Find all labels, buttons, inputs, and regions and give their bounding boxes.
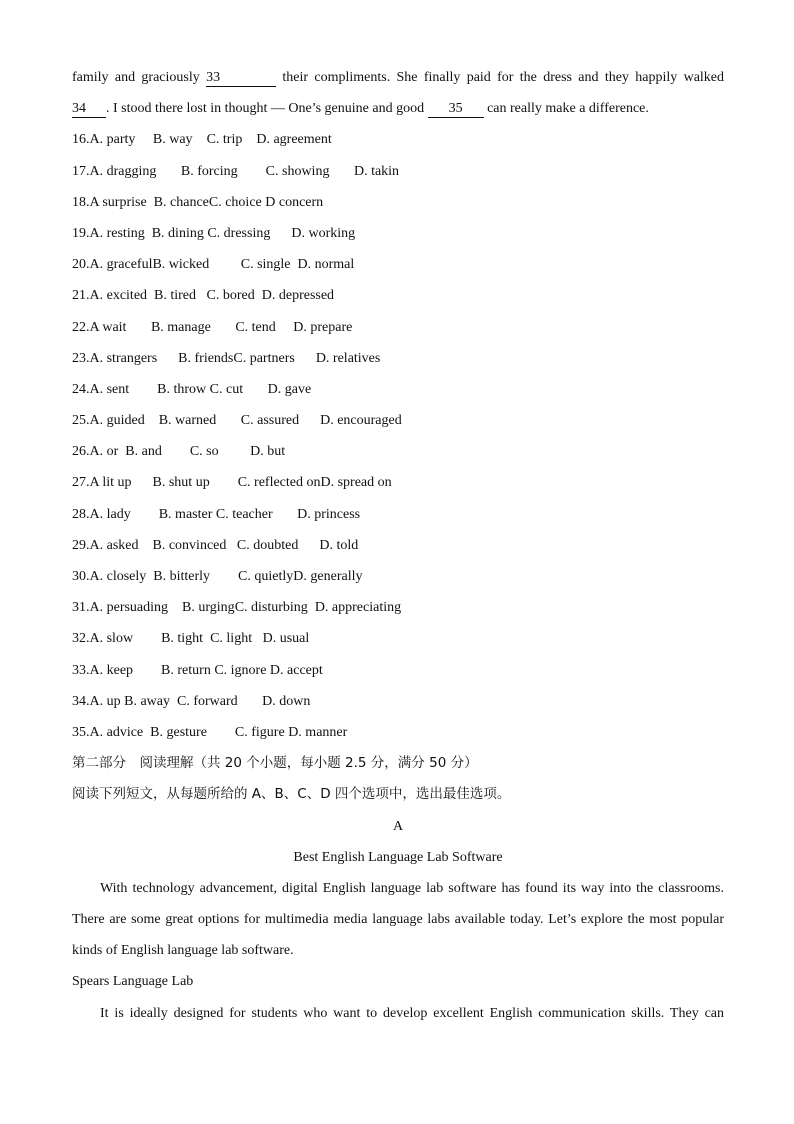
question-item xyxy=(72,561,724,592)
blank-35: 35 xyxy=(428,101,484,118)
paragraph-line: It is ideally designed for students who want to develop excellent English communication skills. They can xyxy=(100,1005,724,1021)
option-b: B. dining xyxy=(151,225,204,241)
question-item xyxy=(72,124,724,155)
question-item xyxy=(72,187,724,218)
option-d: D. usual xyxy=(262,631,310,647)
option-b: B. gesture xyxy=(150,724,207,740)
option-d: D. depressed xyxy=(261,288,335,304)
option-d: D. takin xyxy=(353,163,400,179)
option-d: D. generally xyxy=(293,569,363,584)
section-instruction: 阅读下列短文，从每题所给的 A、B、C、D 四个选项中，选出最佳选项。 xyxy=(72,786,511,803)
question-number: 22. xyxy=(72,319,90,335)
option-a: A. closely xyxy=(89,569,147,584)
question-item xyxy=(72,280,724,311)
passage-line-1 xyxy=(72,62,724,93)
passage-text: family and graciously xyxy=(72,70,200,85)
option-a: A. dragging xyxy=(89,163,157,179)
option-c: C. bored xyxy=(206,288,255,304)
question-number: 26. xyxy=(72,444,90,460)
option-a: A. resting xyxy=(89,225,145,241)
question-item xyxy=(72,717,724,748)
option-a: A. or xyxy=(89,444,119,460)
option-d: D. agreement xyxy=(256,132,332,148)
option-d: D. down xyxy=(262,693,311,709)
option-c: C. doubted xyxy=(236,537,299,553)
option-c: C. disturbing xyxy=(234,600,308,616)
question-item xyxy=(72,405,724,436)
section-heading: 第二部分 阅读理解（共 20 个小题，每小题 2.5 分，满分 50 分） xyxy=(72,755,478,772)
option-d: D. princess xyxy=(297,506,361,522)
question-number: 32. xyxy=(72,631,90,647)
option-c: C. tend xyxy=(235,319,276,335)
option-a: A. strangers xyxy=(89,350,158,366)
question-item xyxy=(72,343,724,374)
question-item xyxy=(72,686,724,717)
option-b: B. friends xyxy=(178,350,234,366)
option-c: C. trip xyxy=(206,132,243,148)
option-b: B. wicked xyxy=(152,257,210,273)
question-number: 30. xyxy=(72,569,90,584)
option-a: A wait xyxy=(89,319,127,335)
question-item xyxy=(72,374,724,405)
option-d: D. prepare xyxy=(293,319,353,335)
passage-line-2 xyxy=(72,93,724,124)
passage-text: can really make a difference. xyxy=(487,101,649,117)
option-b: B. master xyxy=(158,506,213,522)
option-a: A. up xyxy=(89,693,121,709)
question-number: 25. xyxy=(72,413,90,429)
option-c: C. single xyxy=(240,257,291,273)
option-c: C. cut xyxy=(209,381,244,397)
option-c: C. assured xyxy=(240,413,300,429)
question-item xyxy=(72,312,724,343)
question-item xyxy=(72,592,724,623)
blank-33: 33 xyxy=(206,70,276,87)
option-b: B. urging xyxy=(182,600,235,616)
option-a: A. persuading xyxy=(89,600,169,616)
option-d: D. manner xyxy=(288,724,348,740)
option-c: C. teacher xyxy=(215,506,273,522)
option-b: B. shut up xyxy=(152,475,210,491)
option-d: D. accept xyxy=(269,662,323,678)
option-a: A. guided xyxy=(89,413,145,429)
question-number: 28. xyxy=(72,506,90,522)
passage-text: . I stood there lost in thought — One’s genuine and good xyxy=(106,101,425,117)
question-item xyxy=(72,623,724,654)
option-c: C. showing xyxy=(265,163,330,179)
option-b: B. warned xyxy=(158,413,217,429)
question-item xyxy=(72,436,724,467)
option-a: A. lady xyxy=(89,506,131,522)
question-item xyxy=(72,467,724,498)
passage-text: their compliments. She finally paid for the dress and they happily walked xyxy=(282,70,725,85)
question-number: 20. xyxy=(72,257,90,273)
option-c: C. ignore xyxy=(214,662,267,678)
blank-34: 34 xyxy=(72,101,106,118)
option-a: A. party xyxy=(89,132,136,148)
option-d: D. but xyxy=(250,444,286,460)
option-b: B. and xyxy=(125,444,162,460)
document-page xyxy=(72,62,724,1029)
option-a: A. slow xyxy=(89,631,134,647)
question-number: 29. xyxy=(72,537,90,553)
option-b: B. return xyxy=(161,662,211,678)
passage-title: Best English Language Lab Software xyxy=(293,849,503,865)
question-number: 34. xyxy=(72,693,90,709)
option-a: A. excited xyxy=(89,288,148,304)
option-d: D. working xyxy=(291,225,356,241)
option-a: A. advice xyxy=(89,724,144,740)
question-list xyxy=(72,124,724,748)
option-c: C. figure xyxy=(234,724,285,740)
question-number: 35. xyxy=(72,724,90,740)
option-b: B. tired xyxy=(154,288,197,304)
option-c: C. dressing xyxy=(207,225,271,241)
option-b: B. convinced xyxy=(152,537,227,553)
option-a: A. asked xyxy=(89,537,139,553)
option-d: D. gave xyxy=(267,381,312,397)
question-number: 21. xyxy=(72,288,90,304)
question-item xyxy=(72,655,724,686)
subheading: Spears Language Lab xyxy=(72,974,194,990)
question-item xyxy=(72,499,724,530)
option-c: C. choice xyxy=(208,194,262,210)
option-c: C. quietly xyxy=(238,569,294,584)
option-d: D. normal xyxy=(297,257,355,273)
option-a: A lit up xyxy=(89,475,132,491)
paragraph-line: With technology advancement, digital English language lab software has found its way into the classrooms. xyxy=(100,880,724,896)
option-b: B. tight xyxy=(161,631,204,647)
paragraph-line: There are some great options for multimedia media language labs available today. Let’s explore the most popular xyxy=(72,912,724,928)
question-number: 17. xyxy=(72,163,90,179)
question-number: 16. xyxy=(72,132,90,148)
option-b: B. away xyxy=(124,693,171,709)
option-c: C. light xyxy=(210,631,253,647)
option-d: D. appreciating xyxy=(314,600,402,616)
option-d: D. relatives xyxy=(315,350,381,366)
question-number: 24. xyxy=(72,381,90,397)
question-number: 18. xyxy=(72,194,90,210)
option-b: B. throw xyxy=(157,381,207,397)
option-c: C. reflected on xyxy=(237,475,321,491)
option-b: B. chance xyxy=(153,194,209,210)
option-a: A. sent xyxy=(89,381,130,397)
option-a: A. graceful xyxy=(89,257,153,273)
option-d: D. spread on xyxy=(320,475,392,491)
option-d: D. encouraged xyxy=(320,413,402,429)
option-b: B. forcing xyxy=(180,163,238,179)
option-d: D. told xyxy=(319,537,359,553)
question-number: 31. xyxy=(72,600,90,616)
question-item xyxy=(72,156,724,187)
option-d: D concern xyxy=(265,194,324,210)
question-item xyxy=(72,218,724,249)
option-c: C. so xyxy=(189,444,219,460)
option-c: C. partners xyxy=(233,350,295,366)
question-item xyxy=(72,530,724,561)
option-b: B. manage xyxy=(150,319,211,335)
option-b: B. bitterly xyxy=(153,569,211,584)
question-item xyxy=(72,249,724,280)
question-number: 19. xyxy=(72,225,90,241)
option-b: B. way xyxy=(152,132,193,148)
question-number: 23. xyxy=(72,350,90,366)
question-number: 33. xyxy=(72,662,90,678)
option-a: A. keep xyxy=(89,662,134,678)
option-a: A surprise xyxy=(89,194,147,210)
passage-letter: A xyxy=(392,818,404,834)
question-number: 27. xyxy=(72,475,90,491)
paragraph-line: kinds of English language lab software. xyxy=(72,943,294,959)
option-c: C. forward xyxy=(177,693,238,709)
